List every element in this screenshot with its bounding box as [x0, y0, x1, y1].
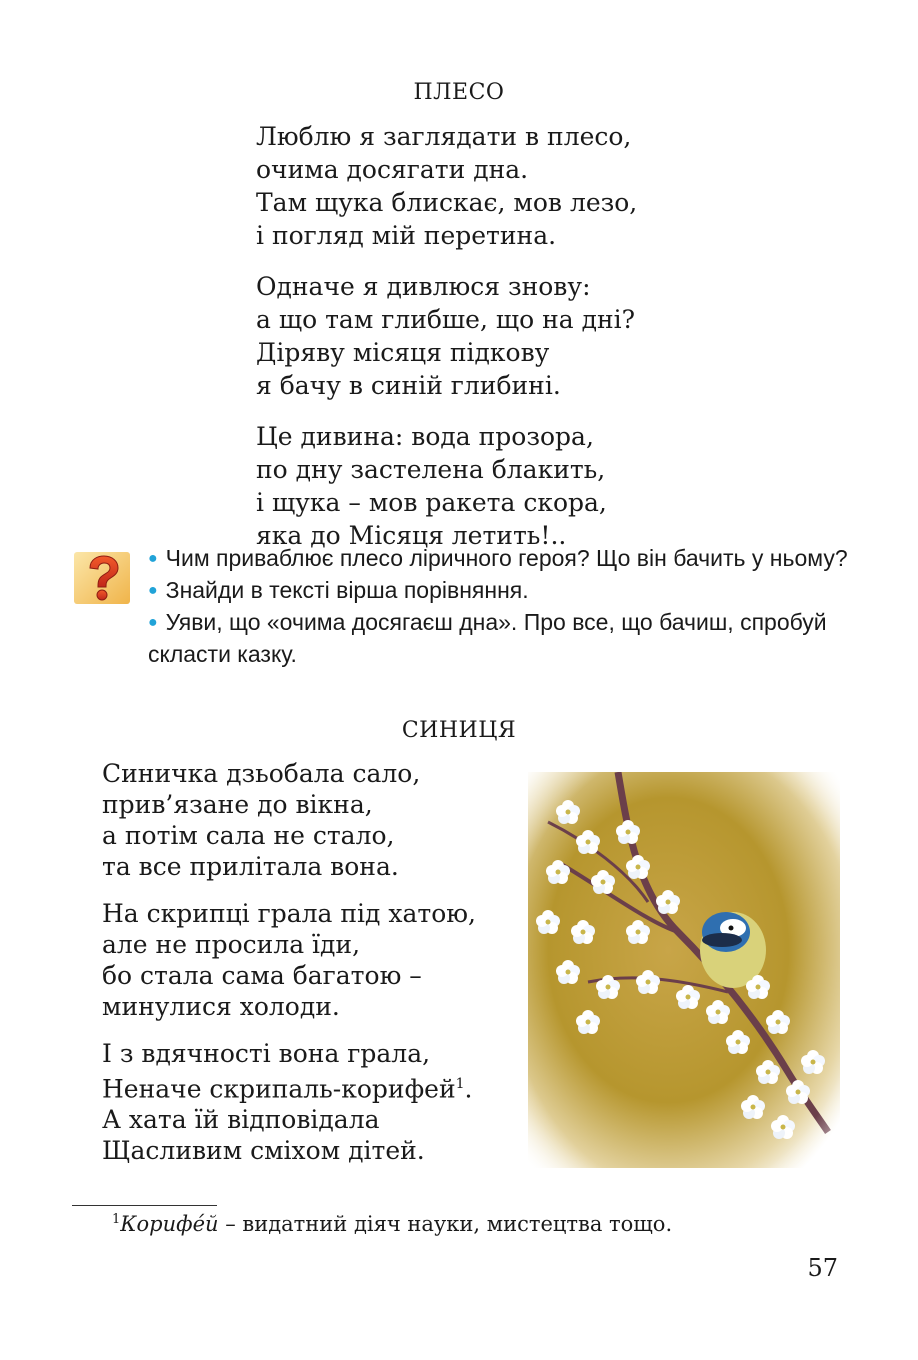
poem-title-pleso: ПЛЕСО	[413, 80, 505, 105]
blue-tit-photo	[528, 772, 840, 1168]
poem-line: Діряву місяця підкову	[256, 338, 550, 367]
question-item	[148, 608, 848, 669]
poem-line: і щука – мов ракета скора,	[256, 488, 607, 517]
poem-line: прив’язане до вікна,	[102, 790, 373, 819]
poem-line: Синичка дзьобала сало,	[102, 759, 421, 788]
poem-line: На скрипці грала під хатою,	[102, 899, 476, 928]
poem-line: І з вдячності вона грала,	[102, 1039, 431, 1068]
footnote-text: – видатний діяч науки, мистецтва тощо.	[218, 1212, 673, 1236]
question-mark-icon	[74, 552, 130, 604]
stanza	[256, 420, 637, 552]
poem-line: минулися холоди.	[102, 992, 340, 1021]
stanza	[102, 1038, 476, 1166]
poem-line: Це дивина: вода прозора,	[256, 422, 594, 451]
footnote-divider	[72, 1205, 217, 1206]
poem-line: Неначе скрипаль-корифей$^1$.	[102, 1074, 473, 1104]
question-item	[148, 576, 848, 608]
poem-line: а що там глибше, що на дні?	[256, 305, 636, 334]
poem-line-text: Неначе скрипаль-корифей	[102, 1074, 456, 1104]
stanza	[256, 270, 637, 402]
poem-line: але не просила їди,	[102, 930, 361, 959]
question-text: Уяви, що «очима досягаєш дна». Про все, що бачиш, спробуй скласти казку.	[148, 609, 827, 667]
poem-line: а потім сала не стало,	[102, 821, 395, 850]
poem-line: я бачу в синій глибині.	[256, 371, 561, 400]
poem-line: А хата їй відповідала	[102, 1105, 380, 1135]
stanza	[102, 758, 476, 882]
poem-line: Щасливим сміхом дітей.	[102, 1136, 425, 1166]
footnote-marker: 1	[112, 1212, 121, 1227]
poem-synytsia	[102, 758, 476, 1182]
footnote-term: Корифéй	[120, 1212, 219, 1236]
poem-line: по дну застелена блакить,	[256, 455, 606, 484]
bullet-dot-icon: ●	[148, 582, 158, 599]
footnote-marker: 1	[455, 1076, 465, 1092]
poem-line: Одначе я дивлюся знову:	[256, 272, 591, 301]
stanza	[102, 898, 476, 1022]
bullet-dot-icon: ●	[148, 614, 158, 631]
question-text: Чим приваблює плесо ліричного героя? Що він бачить у ньому?	[165, 545, 848, 571]
footnote	[112, 1212, 672, 1236]
poem-title-synytsia: СИНИЦЯ	[401, 718, 517, 743]
poem-line: Люблю я заглядати в плесо,	[256, 122, 632, 151]
poem-line: та все прилітала вона.	[102, 852, 399, 881]
page-number: 57	[807, 1254, 838, 1282]
bullet-dot-icon: ●	[148, 550, 158, 567]
question-item	[148, 544, 848, 576]
poem-line: бо стала сама багатою –	[102, 961, 422, 990]
poem-line: яка до Місяця летить!..	[256, 521, 567, 550]
poem-line: очима досягати дна.	[256, 155, 529, 184]
poem-line: і погляд мій перетина.	[256, 221, 557, 250]
poem-line: Там щука блискає, мов лезо,	[256, 188, 638, 217]
questions-block	[148, 544, 848, 669]
poem-pleso	[256, 120, 637, 570]
question-text: Знайди в тексті вірша порівняння.	[165, 577, 529, 603]
stanza	[256, 120, 637, 252]
